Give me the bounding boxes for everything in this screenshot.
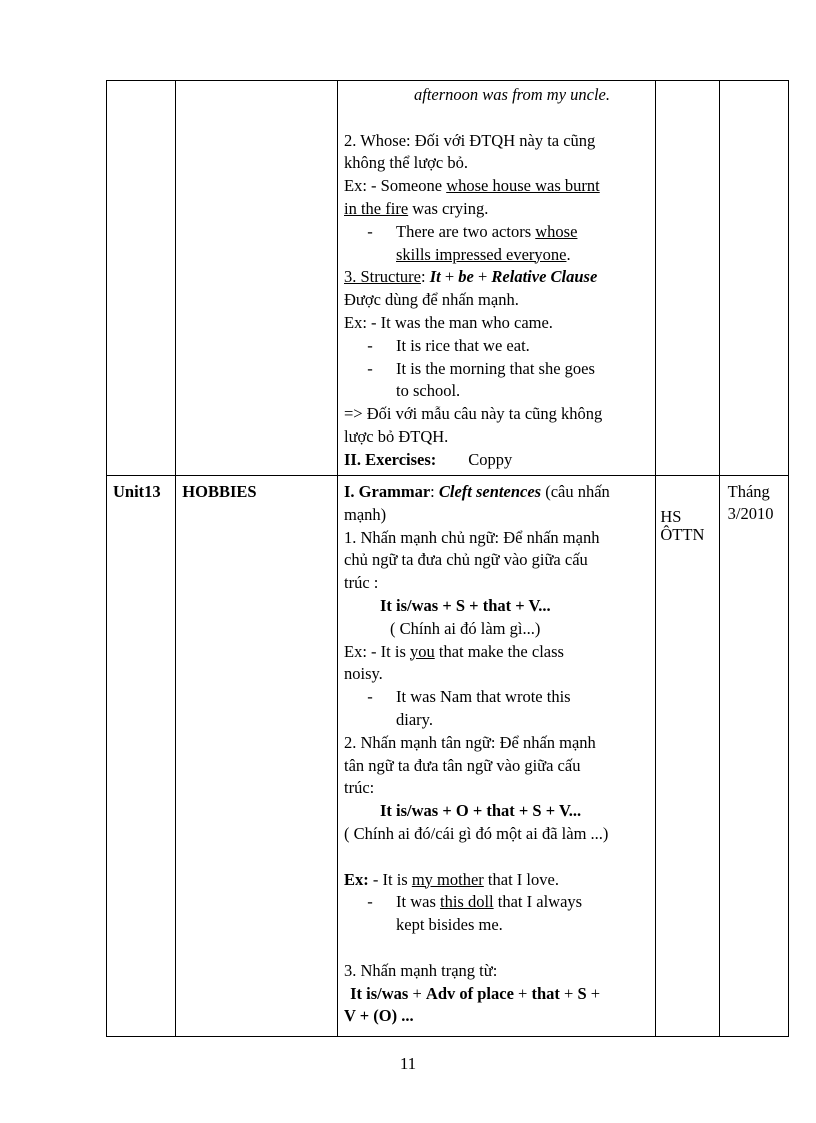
content-cell	[338, 476, 656, 1037]
note-line: lược bỏ ĐTQH.	[344, 426, 449, 446]
example-line: - It is the morning that she goes	[367, 358, 595, 378]
subject-emphasis: chủ ngữ ta đưa chủ ngữ vào giữa cấu	[344, 550, 588, 570]
group-cell-empty	[656, 81, 719, 476]
example-line: - There are two actors whose	[367, 221, 578, 241]
example-line: - It was this doll that I always	[367, 892, 583, 912]
formula-note: ( Chính ai đó làm gì...)	[390, 618, 541, 638]
example-line: Ex: - It was the man who came.	[344, 312, 553, 332]
grammar-heading: I. Grammar: Cleft sentences (câu nhấn	[344, 482, 610, 501]
whose-heading-2: không thể lược bỏ.	[344, 153, 468, 173]
whose-heading: 2. Whose: Đối với ĐTQH này ta cũng	[344, 130, 596, 150]
example-line: Ex: - It is my mother that I love.	[344, 869, 559, 889]
page-number: 11	[399, 1054, 417, 1073]
example-line: in the fire was crying.	[344, 198, 489, 218]
formula: V + (O) ...	[344, 1006, 414, 1026]
object-emphasis: tân ngữ ta đưa tân ngữ vào giữa cấu	[344, 755, 581, 775]
formula: It is/was + Adv of place + that + S +	[350, 983, 601, 1003]
example-line: - It was Nam that wrote this	[367, 687, 571, 707]
date-cell: Tháng 3/2010	[719, 476, 788, 1037]
formula: It is/was + O + that + S + V...	[380, 801, 582, 821]
content-cell	[338, 81, 656, 476]
object-emphasis: trúc:	[344, 778, 375, 798]
table-row	[107, 476, 789, 1037]
exercises-heading: II. Exercises: Coppy	[344, 449, 513, 469]
grammar-heading-2: mạnh)	[344, 504, 387, 524]
structure-note: Được dùng để nhấn mạnh.	[344, 290, 519, 310]
group-cell: HS ÔTTN	[656, 476, 719, 1037]
unit-cell-empty	[107, 81, 176, 476]
formula-note: ( Chính ai đó/cái gì đó một ai đã làm ...)	[344, 823, 609, 843]
example-line: skills impressed everyone.	[396, 244, 571, 264]
example-line: kept bisides me.	[396, 915, 503, 935]
example-line: noisy.	[344, 664, 383, 684]
date-cell-empty	[719, 81, 788, 476]
unit-cell: Unit13	[107, 476, 176, 1037]
formula: It is/was + S + that + V...	[380, 595, 551, 615]
topic-cell-empty	[176, 81, 338, 476]
adverb-emphasis: 3. Nhấn mạnh trạng từ:	[344, 960, 498, 980]
lesson-plan-table	[106, 80, 789, 1037]
object-emphasis: 2. Nhấn mạnh tân ngữ: Để nhấn mạnh	[344, 732, 596, 752]
example-line: Ex: - It is you that make the class	[344, 641, 564, 661]
table-row	[107, 81, 789, 476]
example-line: Ex: - Someone whose house was burnt	[344, 176, 600, 196]
subject-emphasis: 1. Nhấn mạnh chủ ngữ: Để nhấn mạnh	[344, 527, 600, 547]
example-line: diary.	[396, 709, 433, 729]
example-line: - It is rice that we eat.	[367, 335, 530, 355]
continued-line: afternoon was from my uncle.	[414, 85, 610, 104]
subject-emphasis: trúc :	[344, 573, 379, 593]
structure-heading: 3. Structure: It + be + Relative Clause	[344, 267, 598, 287]
example-line: to school.	[396, 381, 461, 401]
topic-cell: HOBBIES	[176, 476, 338, 1037]
note-line: => Đối với mẫu câu này ta cũng không	[344, 404, 603, 424]
